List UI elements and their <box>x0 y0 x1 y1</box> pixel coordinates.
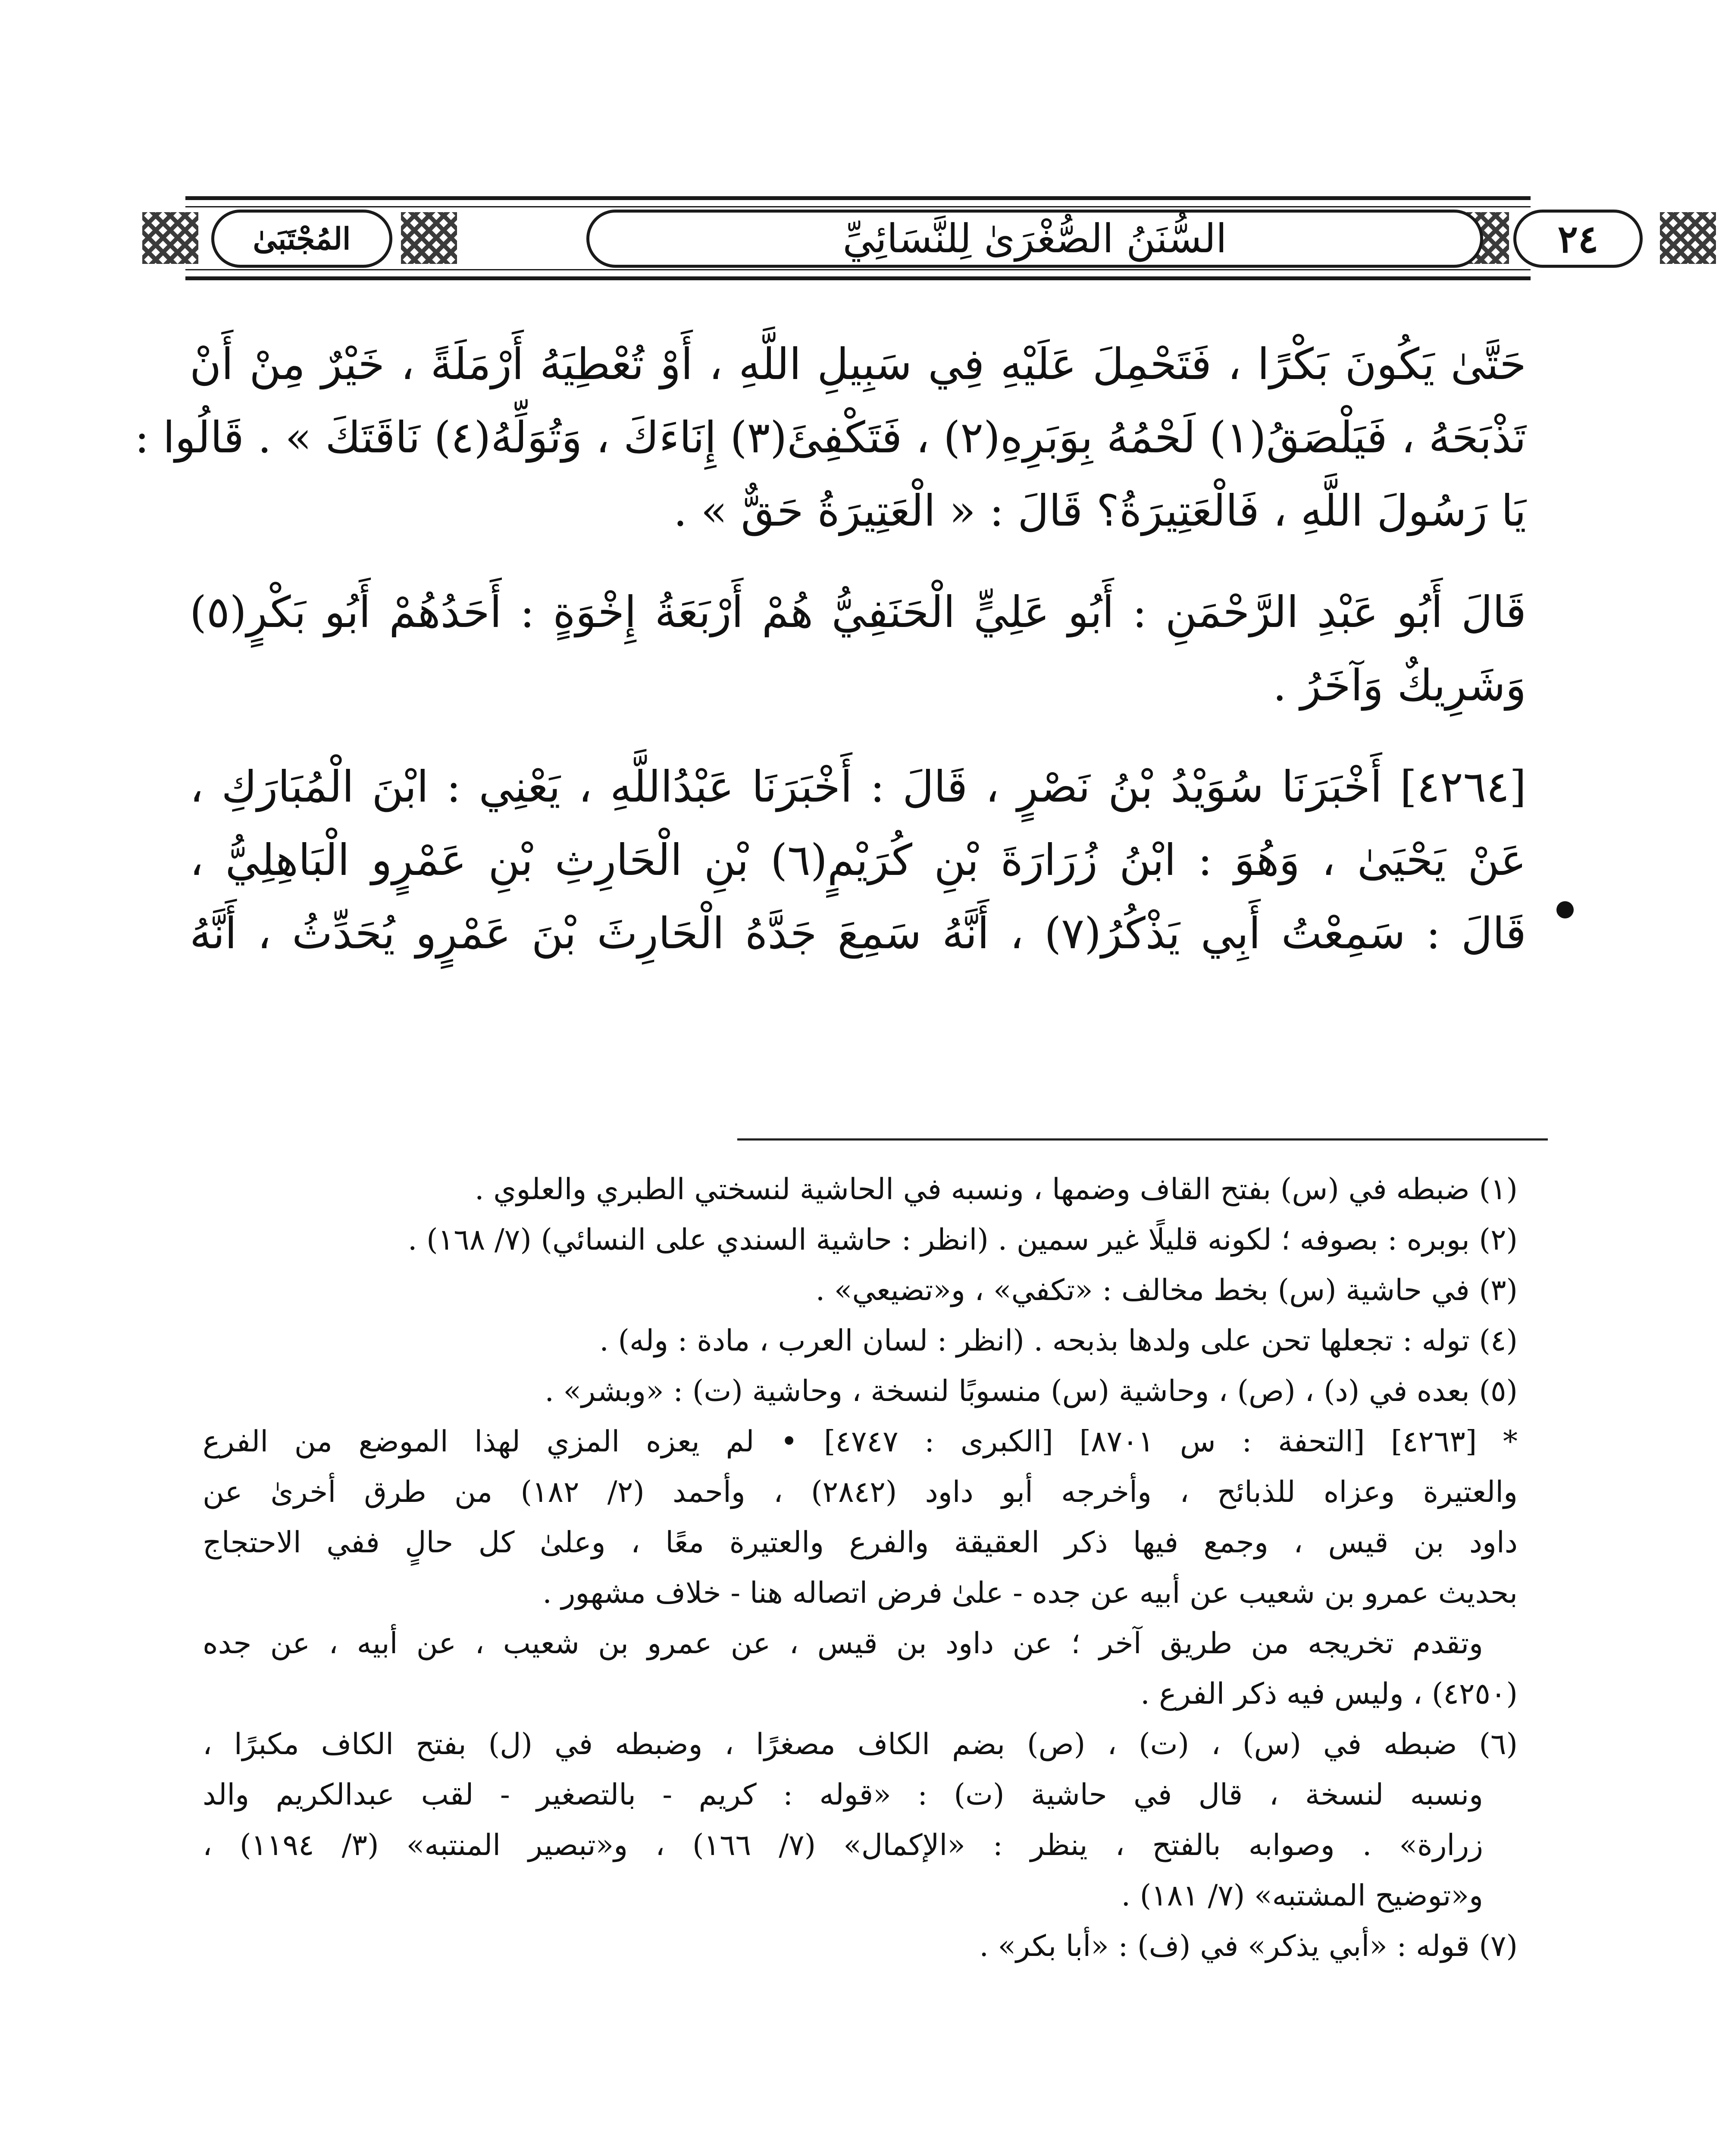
page-header <box>185 196 1599 280</box>
running-title-cartouche <box>586 210 1483 268</box>
footnote: (٥) بعده في (د) ، (ص) ، وحاشية (س) منسوبًا لنسخة ، وحاشية (ت) : «وبشر» . <box>545 1374 1518 1408</box>
takhrij-line: وتقدم تخريجه من طريق آخر ؛ عن داود بن قيس ، عن عمرو بن شعيب ، عن أبيه ، عن جده <box>203 1626 1483 1661</box>
page-number-cartouche <box>1513 210 1643 268</box>
footnote-6-line: زرارة» . وصوابه بالفتح ، ينظر : «الإكمال» (٧/ ١٦٦) ، و«تبصير المنتبه» (٣/ ١١٩٤) ، <box>203 1828 1484 1862</box>
footnote: (٢) بوبره : بصوفه ؛ لكونه قليلًا غير سمين . (انظر : حاشية السندي على النسائي) (٧/ ١٦٨) . <box>407 1223 1518 1257</box>
ornament-mid-left <box>401 212 457 264</box>
book-label: المُجْتَبَىٰ <box>253 221 351 257</box>
footnote-separator <box>737 1138 1548 1141</box>
ornament-left <box>142 212 198 264</box>
body-line: وَشَرِيكٌ وَآخَرُ . <box>1273 660 1526 711</box>
hadith-line: عَنْ يَحْيَىٰ ، وَهُوَ : ابْنُ زُرَارَةَ بْنِ كُرَيْمٍ(٦) بْنِ الْحَارِثِ بْنِ عَمْرٍو الْبَاهِلِيُّ ، <box>190 835 1526 885</box>
ornament-right <box>1660 212 1716 264</box>
running-title: السُّنَنُ الصُّغْرَىٰ لِلنَّسَائِيِّ <box>842 216 1227 262</box>
footnote-6-line: (٦) ضبطه في (س) ، (ت) ، (ص) بضم الكاف مصغرًا ، وضبطه في (ل) بفتح الكاف مكبرًا ، <box>203 1727 1518 1761</box>
page-number: ٢٤ <box>1557 216 1599 261</box>
footnote: (٣) في حاشية (س) بخط مخالف : «تكفي» ، و«تضيعي» . <box>815 1273 1518 1307</box>
footnote: (٧) قوله : «أبي يذكر» في (ف) : «أبا بكر» . <box>979 1929 1518 1963</box>
takhrij-line: والعتيرة وعزاه للذبائح ، وأخرجه أبو داود (٢٨٤٢) ، وأحمد (٢/ ١٨٢) من طرق أخرىٰ عن <box>203 1475 1518 1509</box>
takhrij-line: * [٤٢٦٣] [التحفة : س ٨٧٠١] [الكبرى : ٤٧٤٧] • لم يعزه المزي لهذا الموضع من الفرع <box>203 1425 1518 1459</box>
body-line: حَتَّىٰ يَكُونَ بَكْرًا ، فَتَحْمِلَ عَلَيْهِ فِي سَبِيلِ اللَّهِ ، أَوْ تُعْطِيَهُ أَرْمَلَةً ، خَيْرٌ مِنْ أَنْ <box>190 339 1526 389</box>
takhrij-block <box>203 1416 1518 1719</box>
takhrij-line: بحديث عمرو بن شعيب عن أبيه عن جده - علىٰ فرض اتصاله هنا - خلاف مشهور . <box>542 1576 1518 1610</box>
hadith-line: قَالَ : سَمِعْتُ أَبِي يَذْكُرُ(٧) ، أَنَّهُ سَمِعَ جَدَّهُ الْحَارِثَ بْنَ عَمْرٍو يُحَدِّثُ ، أَنَّهُ <box>190 908 1526 959</box>
footnote-6-line: و«توضيح المشتبه» (٧/ ١٨١) . <box>1121 1879 1483 1913</box>
body-line: يَا رَسُولَ اللَّهِ ، فَالْعَتِيرَةُ؟ قَالَ : « الْعَتِيرَةُ حَقٌّ » . <box>673 486 1526 536</box>
body-line: تَذْبَحَهُ ، فَيَلْصَقُ(١) لَحْمُهُ بِوَبَرِهِ(٢) ، فَتَكْفِئَ(٣) إِنَاءَكَ ، وَتُوَلِّهُ(٤) نَاقَتَكَ » . قَالُوا : <box>135 412 1526 463</box>
main-text <box>135 328 1526 970</box>
body-line: قَالَ أَبُو عَبْدِ الرَّحْمَنِ : أَبُو عَلِيٍّ الْحَنَفِيُّ هُمْ أَرْبَعَةُ إِخْوَةٍ : أَحَدُهُمْ أَبُو بَكْرٍ(٥) <box>190 587 1526 637</box>
footnotes <box>203 1164 1518 1971</box>
takhrij-line: (٤٢٥٠) ، وليس فيه ذكر الفرع . <box>1140 1677 1518 1711</box>
book-label-cartouche <box>211 210 392 268</box>
hadith-bullet <box>1556 901 1574 918</box>
footnote: (٤) توله : تجعلها تحن على ولدها بذبحه . (انظر : لسان العرب ، مادة : وله) . <box>599 1324 1518 1358</box>
footnote: (١) ضبطه في (س) بفتح القاف وضمها ، ونسبه في الحاشية لنسختي الطبري والعلوي . <box>475 1172 1518 1206</box>
footnote-6-line: ونسبه لنسخة ، قال في حاشية (ت) : «قوله : كريم - بالتصغير - لقب عبدالكريم والد <box>203 1778 1483 1812</box>
hadith-line: [٤٢٦٤] أَخْبَرَنَا سُوَيْدُ بْنُ نَصْرٍ ، قَالَ : أَخْبَرَنَا عَبْدُاللَّهِ ، يَعْنِي : ابْنَ الْمُبَارَكِ ، <box>190 761 1526 812</box>
takhrij-line: داود بن قيس ، وجمع فيها ذكر العقيقة والفرع والعتيرة معًا ، وعلىٰ كل حالٍ ففي الاحتجاج <box>203 1526 1518 1560</box>
